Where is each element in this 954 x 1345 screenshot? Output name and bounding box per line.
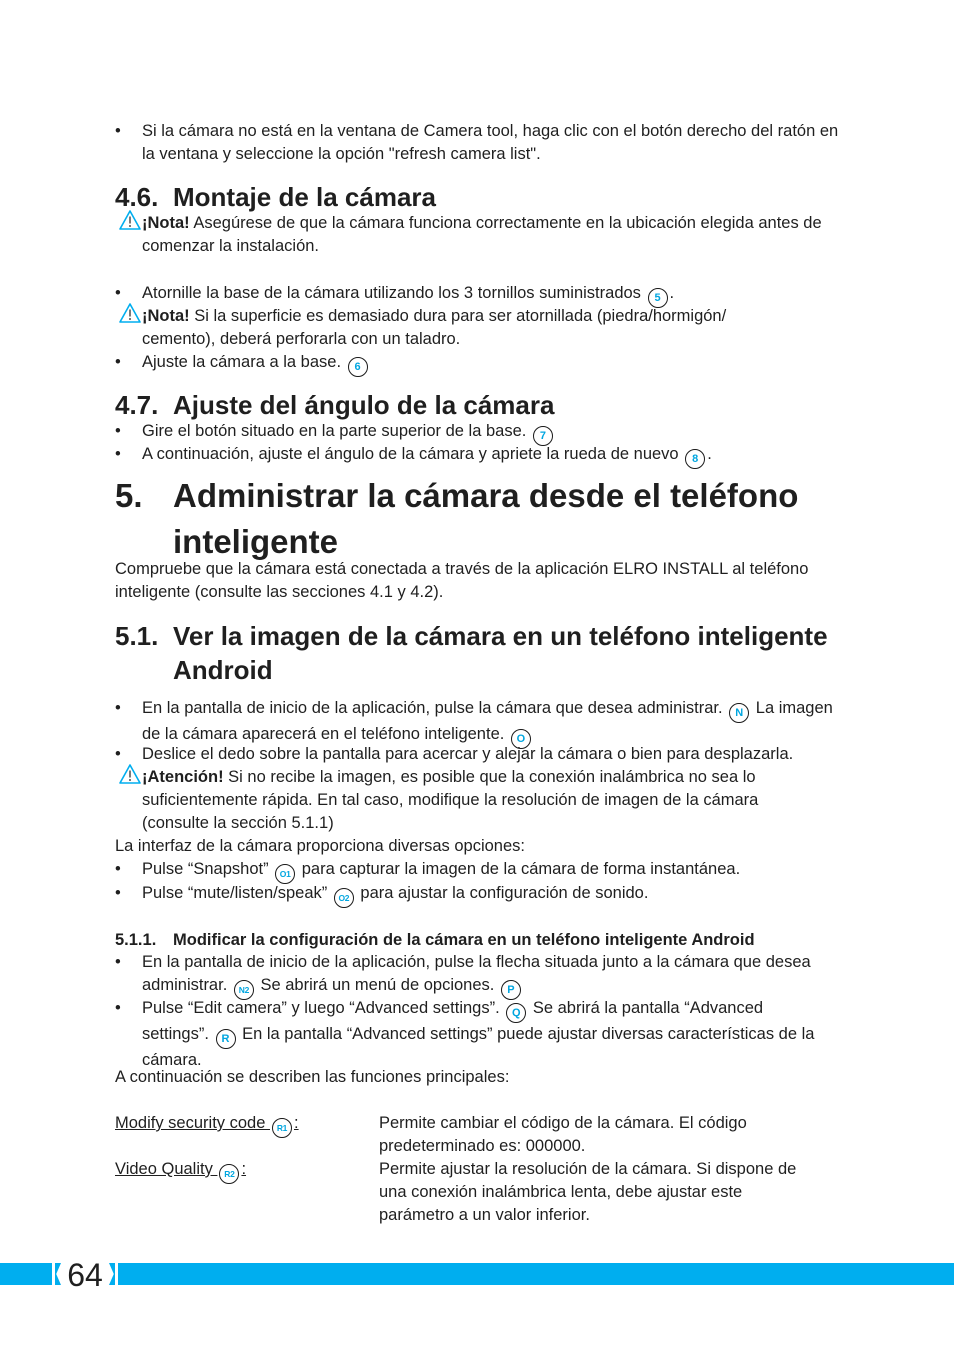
callout-badge: O2 <box>334 888 354 908</box>
list-item-text: En la pantalla “Advanced settings” puede ajustar diversas características de la cámara. <box>142 1025 815 1069</box>
footer-bar-left <box>0 1263 52 1285</box>
list-item <box>115 443 845 469</box>
warning-icon <box>119 764 141 784</box>
list-item <box>115 351 845 377</box>
definition-term-text: Modify security code <box>115 1114 270 1132</box>
definition-description: Permite ajustar la resolución de la cámara. Si dispone de una conexión inalámbrica lenta, debe ajustar este parámetro a un valor inferior. <box>379 1160 797 1224</box>
bullet: • <box>115 284 121 302</box>
warning-label: ¡Atención! <box>142 768 224 786</box>
note-block <box>115 305 845 351</box>
warning-text: Si no recibe la imagen, es posible que la conexión inalámbrica no sea lo suficientemente rápida. En tal caso, modifique la resolución de imagen de la cámara (consulte la sección 5.1.1) <box>142 768 759 832</box>
list-item-text: En la pantalla de inicio de la aplicación, pulse la flecha situada junto a la cámara que desea administrar. <box>142 953 811 994</box>
bullet: • <box>115 953 121 971</box>
warning-block <box>115 766 845 835</box>
section-heading-5-1 <box>115 619 855 687</box>
list-item <box>115 882 845 908</box>
callout-badge: N <box>729 703 749 723</box>
list-item <box>115 120 845 166</box>
note-label: ¡Nota! <box>142 214 190 232</box>
list-item-text: para ajustar la configuración de sonido. <box>355 884 649 902</box>
paragraph: Compruebe que la cámara está conectada a través de la aplicación ELRO INSTALL al teléfono inteligente (consulte las secciones 4.1 y 4.2). <box>115 560 809 601</box>
bullet: • <box>115 122 121 140</box>
list-item <box>115 997 845 1072</box>
definition-description: Permite cambiar el código de la cámara. El código predeterminado es: 000000. <box>379 1114 747 1155</box>
definition-term <box>115 1112 299 1138</box>
list-item-text: Pulse “Snapshot” <box>142 860 274 878</box>
callout-badge: O <box>511 729 531 749</box>
callout-badge: Q <box>506 1003 526 1023</box>
list-item-text: Deslice el dedo sobre la pantalla para acercar y alejar la cámara o bien para desplazarla. <box>142 745 794 763</box>
list-item-text: Pulse “mute/listen/speak” <box>142 884 332 902</box>
list-item-text: La imagen de la cámara aparecerá en el teléfono inteligente. <box>142 699 833 743</box>
subsection-title: Modificar la configuración de la cámara en un teléfono inteligente Android <box>173 931 755 949</box>
section-title: Ver la imagen de la cámara en un teléfono inteligente Android <box>173 621 828 685</box>
list-item-text: para capturar la imagen de la cámara de forma instantánea. <box>297 860 741 878</box>
list-item-text: Pulse “Edit camera” y luego “Advanced settings”. <box>142 999 505 1017</box>
list-item-text: Se abrirá un menú de opciones. <box>255 976 499 994</box>
bullet: • <box>115 445 121 463</box>
list-item-text: Gire el botón situado en la parte superior de la base. <box>142 422 531 440</box>
section-number: 4.6. <box>115 182 159 212</box>
list-item-text: A continuación, ajuste el ángulo de la cámara y apriete la rueda de nuevo <box>142 445 684 463</box>
note-text: Asegúrese de que la cámara funciona correctamente en la ubicación elegida antes de comenzar la instalación. <box>142 214 822 255</box>
subsection-heading-5-1-1 <box>115 929 755 951</box>
callout-badge: 8 <box>685 449 705 469</box>
list-item-text: . <box>707 445 712 463</box>
callout-badge: R <box>216 1029 236 1049</box>
bullet: • <box>115 422 121 440</box>
definition-term-text: Video Quality <box>115 1160 218 1178</box>
section-number: 5.1. <box>115 621 159 651</box>
list-item-text: En la pantalla de inicio de la aplicación, pulse la cámara que desea administrar. <box>142 699 728 717</box>
footer-bar-right <box>118 1263 954 1285</box>
page-number: 64 <box>67 1257 103 1293</box>
bullet: • <box>115 860 121 878</box>
paragraph: La interfaz de la cámara proporciona diversas opciones: <box>115 837 525 855</box>
list-item <box>115 951 845 1000</box>
list-item <box>115 858 845 884</box>
bullet: • <box>115 745 121 763</box>
list-item <box>115 697 845 749</box>
callout-badge: P <box>501 980 521 1000</box>
definition-colon: : <box>293 1114 299 1132</box>
note-block <box>115 212 845 258</box>
callout-badge: R2 <box>219 1164 239 1184</box>
definition-colon: : <box>241 1160 247 1178</box>
paragraph: A continuación se describen las funciones principales: <box>115 1068 510 1086</box>
section-number: 4.7. <box>115 390 159 420</box>
callout-badge: N2 <box>234 980 254 1000</box>
chapter-title: Administrar la cámara desde el teléfono inteligente <box>173 477 799 560</box>
callout-badge: 5 <box>648 288 668 308</box>
callout-badge: 6 <box>348 357 368 377</box>
callout-badge: 7 <box>533 426 553 446</box>
section-title: Montaje de la cámara <box>173 182 436 212</box>
bullet: • <box>115 884 121 902</box>
list-item-text: Atornille la base de la cámara utilizando los 3 tornillos suministrados <box>142 284 646 302</box>
list-item <box>115 743 855 766</box>
bullet: • <box>115 999 121 1017</box>
list-item-text: Si la cámara no está en la ventana de Camera tool, haga clic con el botón derecho del ratón en la ventana y seleccione la opción "refresh camera list". <box>142 122 839 163</box>
callout-badge: O1 <box>275 864 295 884</box>
section-heading-4-6 <box>115 182 436 212</box>
list-item-text: Ajuste la cámara a la base. <box>142 353 346 371</box>
note-label: ¡Nota! <box>142 307 190 325</box>
section-title: Ajuste del ángulo de la cámara <box>173 390 555 420</box>
callout-badge: R1 <box>272 1118 292 1138</box>
warning-icon <box>119 303 141 323</box>
page-number-box <box>55 1255 115 1293</box>
list-item-text: Se abrirá la pantalla “Advanced settings”. <box>142 999 764 1043</box>
note-text: Si la superficie es demasiado dura para ser atornillada (piedra/hormigón/ cemento), deberá perforarla con un taladro. <box>142 307 727 348</box>
bullet: • <box>115 353 121 371</box>
chapter-number: 5. <box>115 477 143 514</box>
warning-icon <box>119 210 141 230</box>
subsection-number: 5.1.1. <box>115 931 157 949</box>
bullet: • <box>115 699 121 717</box>
chapter-heading-5 <box>115 473 855 565</box>
list-item-text: . <box>669 284 675 302</box>
section-heading-4-7 <box>115 390 554 420</box>
definition-term <box>115 1158 246 1184</box>
